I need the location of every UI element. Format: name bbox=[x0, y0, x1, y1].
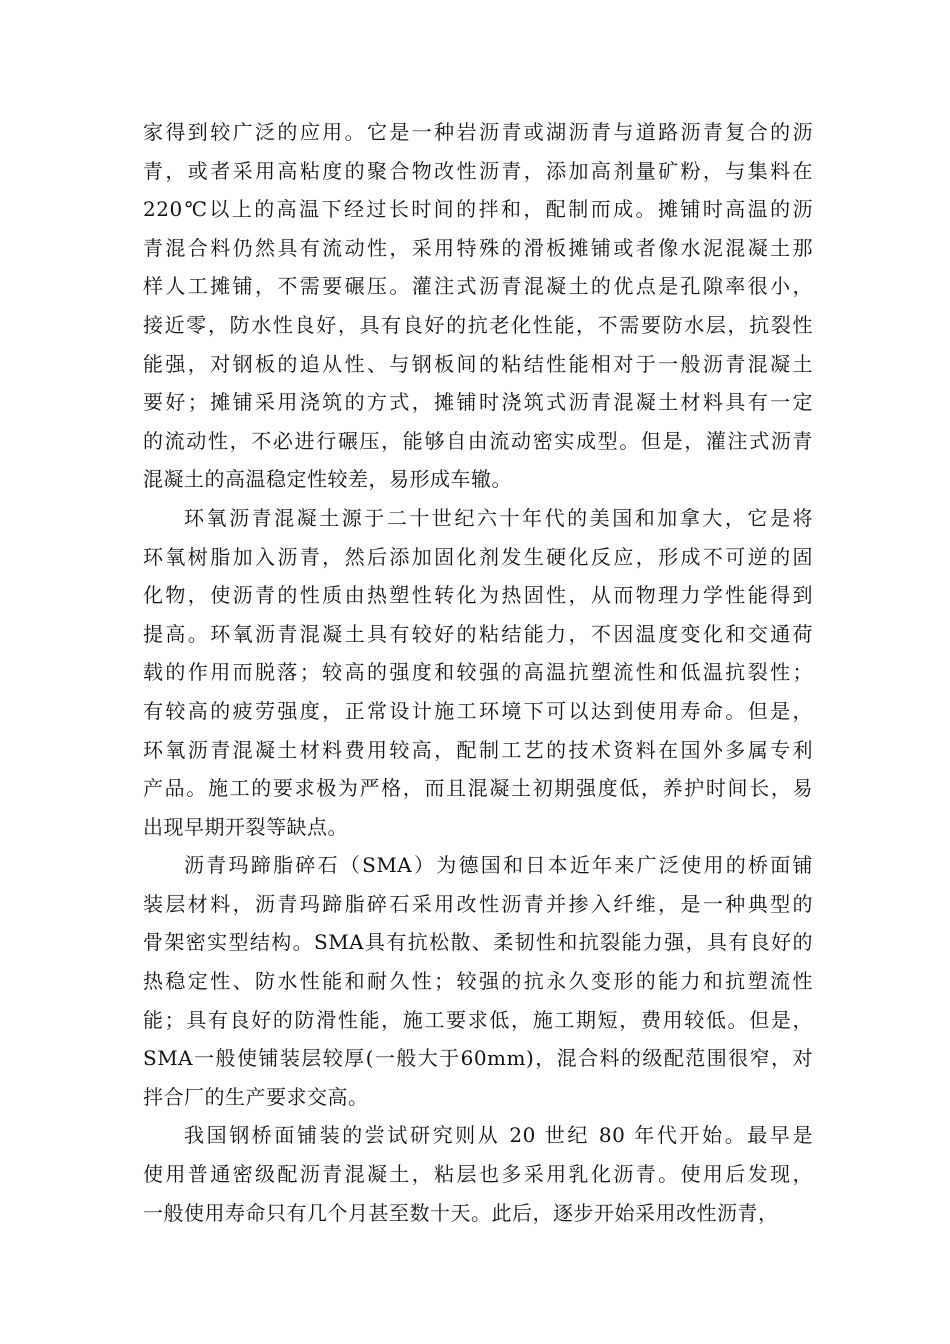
text-line: 骨架密实型结构。SMA具有抗松散、柔韧性和抗裂能力强，具有良好的 bbox=[143, 930, 813, 955]
text-line: 拌合厂的生产要求交高。 bbox=[143, 1084, 369, 1109]
paragraph bbox=[143, 846, 813, 1116]
text-line: 220℃以上的高温下经过长时间的拌和，配制而成。摊铺时高温的沥 bbox=[143, 197, 813, 222]
text-line: 出现早期开裂等缺点。 bbox=[143, 814, 348, 839]
text-line: 一般使用寿命只有几个月甚至数十天。此后，逐步开始采用改性沥青， bbox=[143, 1200, 779, 1225]
text-line: SMA一般使铺装层较厚(一般大于60mm)，混合料的级配范围很窄，对 bbox=[143, 1046, 813, 1071]
text-line: 青，或者采用高粘度的聚合物改性沥青，添加高剂量矿粉，与集料在 bbox=[143, 158, 813, 183]
text-line: 样人工摊铺，不需要碾压。灌注式沥青混凝土的优点是孔隙率很小， bbox=[143, 274, 813, 299]
text-line: 青混合料仍然具有流动性，采用特殊的滑板摊铺或者像水泥混凝土那 bbox=[143, 235, 813, 260]
text-line: 要好；摊铺采用浇筑的方式，摊铺时浇筑式沥青混凝土材料具有一定 bbox=[143, 390, 813, 415]
text-line: 沥青玛蹄脂碎石（SMA）为德国和日本近年来广泛使用的桥面铺 bbox=[184, 853, 813, 878]
text-line: 能；具有良好的防滑性能，施工要求低，施工期短，费用较低。但是， bbox=[143, 1007, 813, 1032]
text-line: 化物，使沥青的性质由热塑性转化为热固性，从而物理力学性能得到 bbox=[143, 583, 813, 608]
text-line: 装层材料，沥青玛蹄脂碎石采用改性沥青并掺入纤维，是一种典型的 bbox=[143, 891, 813, 916]
text-line: 接近零，防水性良好，具有良好的抗老化性能，不需要防水层，抗裂性 bbox=[143, 312, 813, 337]
paragraph bbox=[143, 499, 813, 846]
paragraph bbox=[143, 113, 813, 499]
text-line: 载的作用而脱落；较高的强度和较强的高温抗塑流性和低温抗裂性； bbox=[143, 660, 813, 685]
text-line: 我国钢桥面铺装的尝试研究则从 20 世纪 80 年代开始。最早是 bbox=[184, 1123, 813, 1148]
text-line: 的流动性，不必进行碾压，能够自由流动密实成型。但是，灌注式沥青 bbox=[143, 428, 813, 453]
text-line: 家得到较广泛的应用。它是一种岩沥青或湖沥青与道路沥青复合的沥 bbox=[143, 120, 813, 144]
text-line: 混凝土的高温稳定性较差，易形成车辙。 bbox=[143, 467, 512, 492]
document-body bbox=[143, 113, 813, 1232]
text-line: 环氧树脂加入沥青，然后添加固化剂发生硬化反应，形成不可逆的固 bbox=[143, 544, 813, 569]
text-line: 使用普通密级配沥青混凝土，粘层也多采用乳化沥青。使用后发现， bbox=[143, 1162, 813, 1187]
text-line: 产品。施工的要求极为严格，而且混凝土初期强度低，养护时间长，易 bbox=[143, 776, 813, 801]
text-line: 能强，对钢板的追从性、与钢板间的粘结性能相对于一般沥青混凝土 bbox=[143, 351, 813, 376]
text-line: 有较高的疲劳强度，正常设计施工环境下可以达到使用寿命。但是， bbox=[143, 698, 813, 723]
paragraph bbox=[143, 1116, 813, 1232]
text-line: 热稳定性、防水性能和耐久性；较强的抗永久变形的能力和抗塑流性 bbox=[143, 969, 813, 994]
text-line: 环氧沥青混凝土源于二十世纪六十年代的美国和加拿大，它是将 bbox=[184, 505, 813, 530]
text-line: 提高。环氧沥青混凝土具有较好的粘结能力，不因温度变化和交通荷 bbox=[143, 621, 813, 646]
text-line: 环氧沥青混凝土材料费用较高，配制工艺的技术资料在国外多属专利 bbox=[143, 737, 813, 762]
